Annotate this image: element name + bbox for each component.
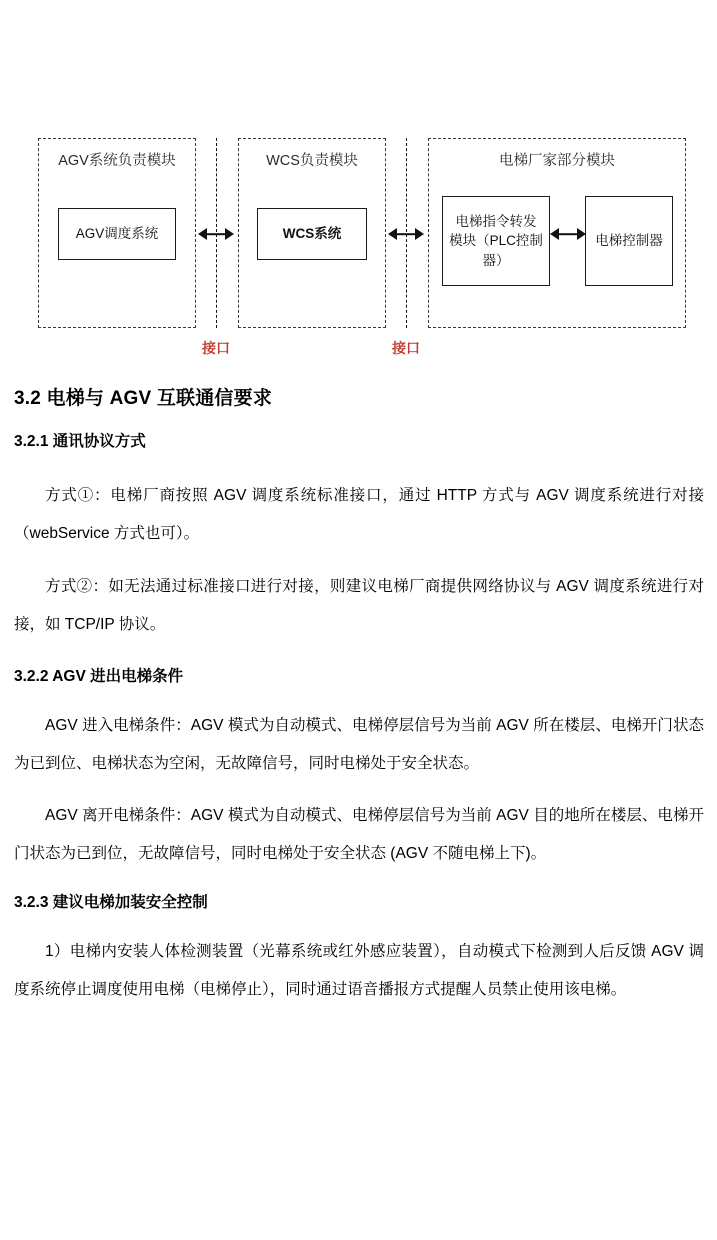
diagram-interface-label-1: 接口 xyxy=(202,340,230,356)
diagram-box-agv-scheduling xyxy=(58,208,176,260)
paragraph-3-2-2-leave: AGV 离开电梯条件：AGV 模式为自动模式、电梯停层信号为当前 AGV 目的地所在楼层、电梯开门状态为已到位，无故障信号，同时电梯处于安全状态 (AGV 不随电梯上下)。 xyxy=(14,807,704,862)
diagram-interface-label-2: 接口 xyxy=(392,340,420,356)
section-heading-3-2: 3.2 电梯与 AGV 互联通信要求 xyxy=(14,388,273,409)
diagram-box-plc-forwarder xyxy=(442,196,550,286)
paragraph-3-2-3-item-1: 1）电梯内安装人体检测装置（光幕系统或红外感应装置），自动模式下检测到人后反馈 AGV 调度系统停止调度使用电梯（电梯停止），同时通过语音播报方式提醒人员禁止使用该电梯。 xyxy=(14,943,704,998)
subsection-heading-3-2-1: 3.2.1 通讯协议方式 xyxy=(14,433,146,450)
diagram-box-label: 电梯控制器 xyxy=(595,233,663,249)
diagram-box-elevator-controller xyxy=(585,196,673,286)
diagram-arrow-1 xyxy=(198,225,234,243)
paragraph-3-2-1-method-2: 方式②：如无法通过标准接口进行对接，则建议电梯厂商提供网络协议与 AGV 调度系统进行对接，如 TCP/IP 协议。 xyxy=(14,578,704,633)
paragraph-3-2-1-method-1: 方式①：电梯厂商按照 AGV 调度系统标准接口，通过 HTTP 方式与 AGV 调度系统进行对接（webService 方式也可）。 xyxy=(14,487,704,542)
diagram-box-label: WCS系统 xyxy=(282,226,342,242)
diagram-arrow-2 xyxy=(388,225,424,243)
diagram-group-title: 电梯厂家部分模块 xyxy=(499,153,615,169)
diagram-group-title: WCS负责模块 xyxy=(266,153,358,169)
diagram-box-label: AGV调度系统 xyxy=(75,226,159,242)
architecture-diagram xyxy=(38,138,686,356)
diagram-group-title: AGV系统负责模块 xyxy=(58,153,176,169)
diagram-arrow-3 xyxy=(550,225,586,243)
diagram-box-wcs-system xyxy=(257,208,367,260)
diagram-box-label: 电梯指令转发模块（PLC控制器） xyxy=(449,213,543,268)
subsection-heading-3-2-2: 3.2.2 AGV 进出电梯条件 xyxy=(14,668,184,685)
paragraph-3-2-2-enter: AGV 进入电梯条件：AGV 模式为自动模式、电梯停层信号为当前 AGV 所在楼层、电梯开门状态为已到位、电梯状态为空闲，无故障信号，同时电梯处于安全状态。 xyxy=(14,717,704,772)
subsection-heading-3-2-3: 3.2.3 建议电梯加装安全控制 xyxy=(14,894,208,911)
